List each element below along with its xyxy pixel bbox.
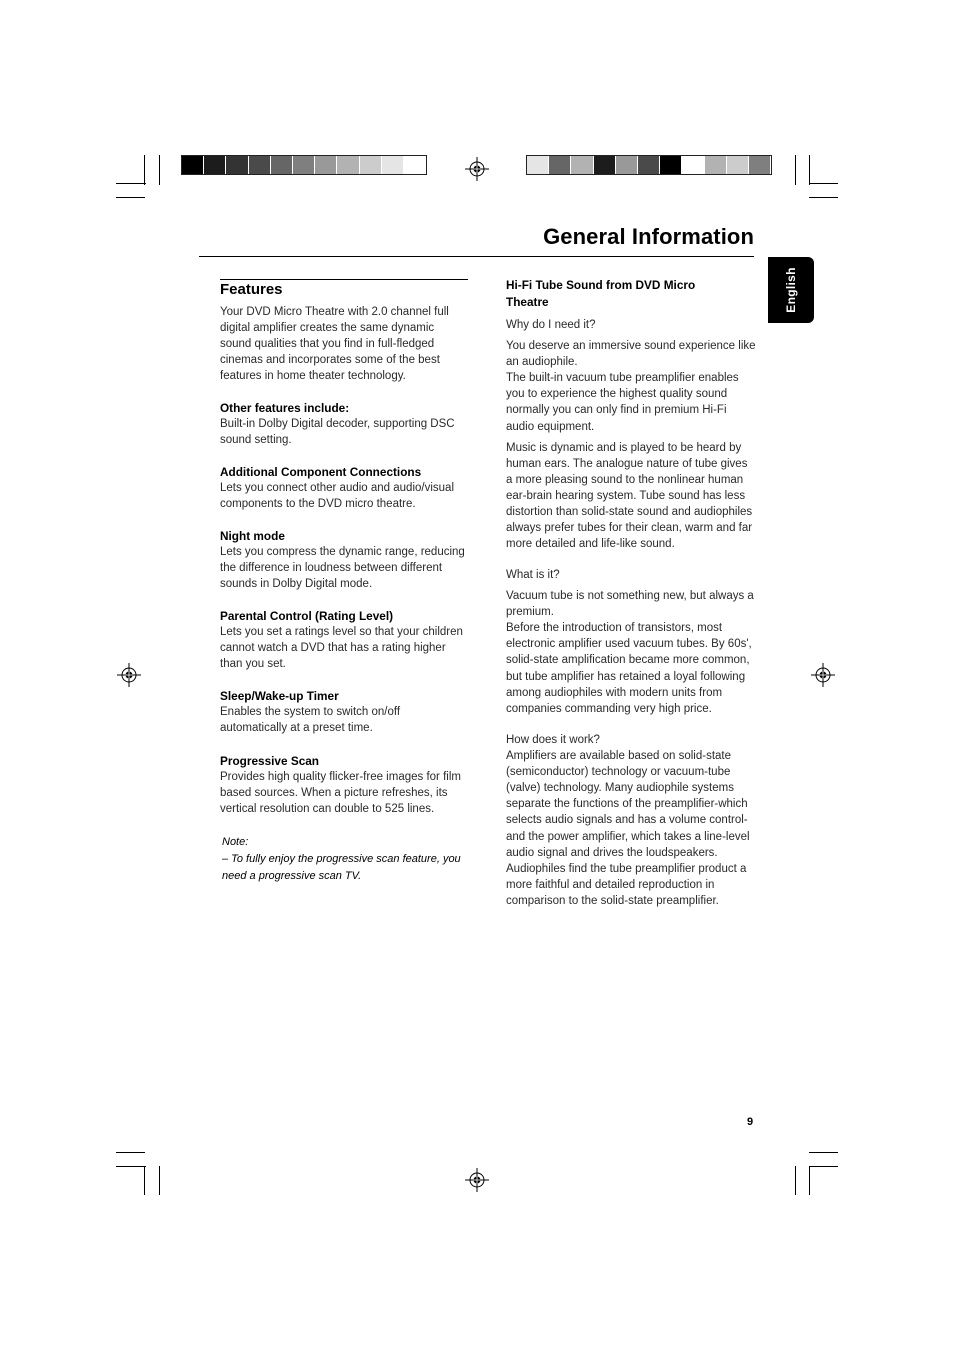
crop-mark-top-right-v: [809, 155, 810, 185]
features-intro: [220, 304, 468, 384]
crop-mark-bottom-right-v: [809, 1166, 810, 1195]
section-parental-control: [220, 608, 468, 672]
section-text: Built-in Dolby Digital decoder, supporting DSC sound setting.: [220, 418, 455, 447]
crop-mark-bottom-left-v: [144, 1166, 145, 1195]
section-night-mode: [220, 528, 468, 592]
features-intro-text: Your DVD Micro Theatre with 2.0 channel full digital amplifier creates the same dynamic sound qualities that you find in full-fledged cinemas and incorporates some of the best features in home theater technology.: [220, 306, 449, 383]
crop-mark-bottom-left-h2: [116, 1152, 145, 1153]
color-swatch: [226, 156, 248, 174]
crop-mark-top-right-h2: [809, 197, 838, 198]
what-paragraph-1: Vacuum tube is not something new, but always a premium.: [506, 590, 754, 619]
features-heading: Features: [220, 281, 283, 298]
section-title: Progressive Scan: [220, 754, 320, 768]
note-label: Note:: [222, 836, 249, 848]
how-paragraph-1: Amplifiers are available based on solid-state (semiconductor) technology or vacuum-tube (valve) technology. Many audiophile systems separate the functions of the preamplifier-which selects audio signals and has a volume control- and the power amplifier, which takes a line-level audio signal and drives the loudspeakers.: [506, 750, 750, 859]
crop-mark-top-right-h: [809, 183, 838, 184]
registration-mark-icon: [811, 663, 835, 687]
registration-mark-icon: [465, 1168, 489, 1192]
hifi-tube-heading-block: [506, 277, 726, 310]
section-title: Additional Component Connections: [220, 465, 422, 479]
question-how: How does it work?: [506, 734, 600, 746]
color-swatch: [727, 156, 749, 174]
section-progressive-scan: [220, 753, 468, 817]
how-works-block: [506, 732, 756, 909]
section-text: Lets you set a ratings level so that your children cannot watch a DVD that has a rating higher than you set.: [220, 626, 463, 671]
note-text: – To fully enjoy the progressive scan feature, you need a progressive scan TV.: [222, 853, 461, 882]
color-swatch: [527, 156, 549, 174]
section-additional-connections: [220, 464, 468, 512]
section-text: Lets you connect other audio and audio/visual components to the DVD micro theatre.: [220, 482, 454, 511]
crop-mark-top-right-v2: [795, 155, 796, 185]
crop-mark-top-left-h2: [116, 197, 145, 198]
color-swatch: [182, 156, 204, 174]
language-tab-label: English: [784, 267, 798, 313]
section-text: Lets you compress the dynamic range, reducing the difference in loudness between different sounds in Dolby Digital mode.: [220, 546, 465, 591]
crop-mark-top-left-v2: [159, 155, 160, 185]
color-calibration-bar-left: [181, 155, 427, 175]
hifi-tube-heading: Hi-Fi Tube Sound from DVD Micro Theatre: [506, 278, 696, 309]
page-title: General Information: [543, 224, 754, 249]
color-swatch: [360, 156, 382, 174]
features-divider: [220, 279, 468, 280]
color-swatch: [682, 156, 704, 174]
what-paragraph-2: Before the introduction of transistors, most electronic amplifier used vacuum tubes. By 60s', solid-state amplification became more common, but tube amplifier has retained a loyal following among audiophiles with modern units from companies commanding very high price.: [506, 622, 752, 715]
language-tab: [768, 257, 814, 323]
color-swatch: [315, 156, 337, 174]
crop-mark-bottom-left-h: [116, 1166, 146, 1167]
color-swatch: [571, 156, 593, 174]
crop-mark-bottom-right-h2: [809, 1152, 838, 1153]
registration-mark-icon: [117, 663, 141, 687]
why-paragraph-1: You deserve an immersive sound experience like an audiophile.: [506, 340, 756, 369]
color-swatch: [337, 156, 359, 174]
section-title: Sleep/Wake-up Timer: [220, 689, 339, 703]
color-swatch: [549, 156, 571, 174]
section-text: Enables the system to switch on/off automatically at a preset time.: [220, 706, 401, 735]
section-title: Night mode: [220, 529, 285, 543]
color-swatch: [382, 156, 404, 174]
question-what: What is it?: [506, 569, 560, 581]
why-paragraph-2: The built-in vacuum tube preamplifier enables you to experience the highest quality sound normally you can only find in premium Hi-Fi audio equipment.: [506, 372, 739, 433]
crop-mark-bottom-left-v2: [159, 1166, 160, 1195]
color-swatch: [660, 156, 682, 174]
color-swatch: [638, 156, 660, 174]
registration-mark-icon: [465, 157, 489, 181]
color-swatch: [749, 156, 771, 174]
color-calibration-bar-right: [526, 155, 772, 175]
how-paragraph-2: Audiophiles find the tube preamplifier product a more faithful and detailed reproduction in comparison to the solid-state preamplifier.: [506, 862, 747, 907]
section-other-features: [220, 400, 468, 448]
section-text: Provides high quality flicker-free images for film based sources. When a picture refreshes, its vertical resolution can double to 525 lines.: [220, 771, 461, 816]
color-swatch: [404, 156, 426, 174]
what-is-block: [506, 567, 756, 717]
section-title: Parental Control (Rating Level): [220, 609, 394, 623]
question-why: Why do I need it?: [506, 319, 596, 331]
note-block: [222, 834, 468, 885]
crop-mark-bottom-right-h: [809, 1166, 838, 1167]
why-need-block: [506, 317, 756, 552]
crop-mark-top-left-v: [144, 155, 145, 185]
crop-mark-bottom-right-v2: [795, 1166, 796, 1195]
why-paragraph-3: Music is dynamic and is played to be heard by human ears. The analogue nature of tube gives a more pleasing sound to the nonlinear human ear-brain hearing system. Tube sound has less distortion than solid-state sound and audiophiles always prefer tubes for their clean, warm and far more detailed and life-like sound.: [506, 441, 753, 551]
color-swatch: [594, 156, 616, 174]
title-divider: [199, 256, 754, 257]
color-swatch: [204, 156, 226, 174]
color-swatch: [293, 156, 315, 174]
color-swatch: [616, 156, 638, 174]
page-number: 9: [747, 1116, 754, 1128]
section-title: Other features include:: [220, 401, 350, 415]
color-swatch: [705, 156, 727, 174]
color-swatch: [249, 156, 271, 174]
crop-mark-top-left-h: [116, 183, 146, 184]
section-sleep-timer: [220, 688, 470, 736]
color-swatch: [271, 156, 293, 174]
